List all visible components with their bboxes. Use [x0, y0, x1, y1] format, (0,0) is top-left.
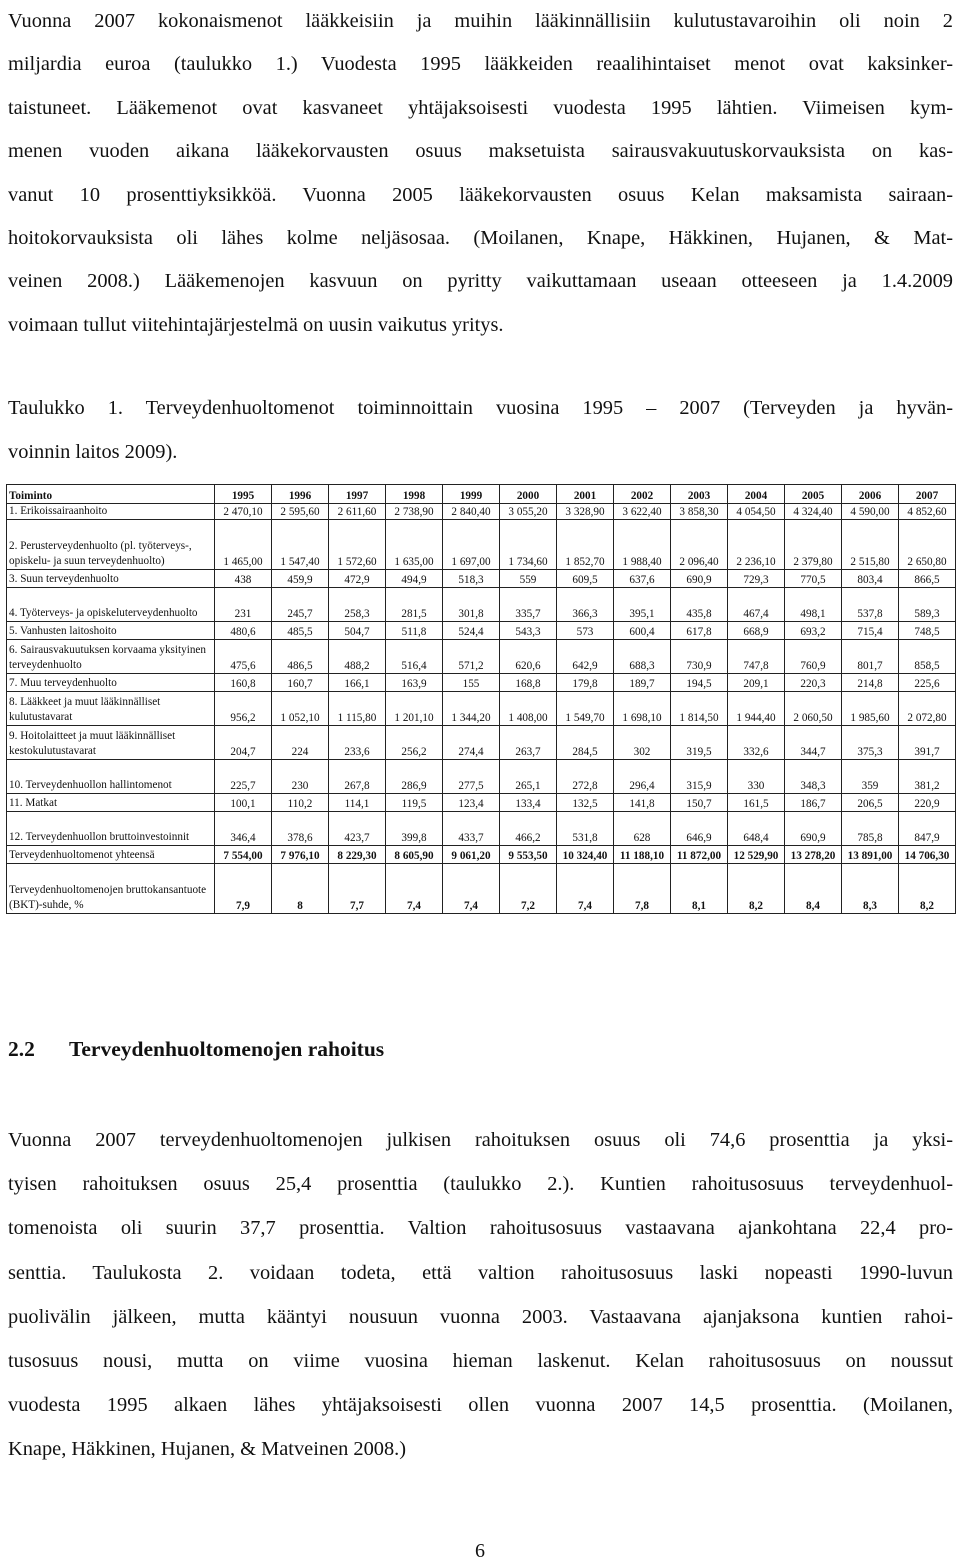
table-cell: 335,7: [500, 588, 557, 622]
table-cell: 230: [272, 760, 329, 794]
table-row: [7, 504, 956, 520]
table-cell: 438: [215, 570, 272, 588]
table-cell: 1 052,10: [272, 692, 329, 726]
text-line: vanut 10 prosenttiyksikköä. Vuonna 2005 lääkekorvausten osuus Kelan maksamista sairaan-: [8, 183, 953, 206]
header-cell: 2000: [500, 485, 557, 504]
text-line: miljardia euroa (taulukko 1.) Vuodesta 1995 lääkkeiden reaalihintaiset menot ovat kaksinker-: [8, 53, 953, 76]
table-cell: 281,5: [386, 588, 443, 622]
text-line: tomenoista oli suurin 37,7 prosenttia. Valtion rahoitusosuus vastaavana ajankohtana 22,4 pro-: [8, 1217, 953, 1240]
table-cell: 1 572,60: [329, 520, 386, 570]
table-cell: 524,4: [443, 622, 500, 640]
table-cell: 4 590,00: [842, 504, 899, 520]
intro-paragraph: [8, 0, 953, 347]
table-cell: 315,9: [671, 760, 728, 794]
table-cell: 366,3: [557, 588, 614, 622]
header-cell: 1999: [443, 485, 500, 504]
table-cell: 1 547,40: [272, 520, 329, 570]
table-cell: 133,4: [500, 794, 557, 812]
table-cell: 866,5: [899, 570, 956, 588]
table-cell: 472,9: [329, 570, 386, 588]
table-cell: 346,4: [215, 812, 272, 846]
table-cell: 690,9: [785, 812, 842, 846]
table-cell: 258,3: [329, 588, 386, 622]
table-cell: 617,8: [671, 622, 728, 640]
table-cell: 272,8: [557, 760, 614, 794]
table-cell: 4 852,60: [899, 504, 956, 520]
table-cell: 209,1: [728, 674, 785, 692]
table-cell: 204,7: [215, 726, 272, 760]
text-line: menen vuoden aikana lääkekorvausten osuus maksetuista sairausvakuutuskorvauksista on kas-: [8, 140, 953, 163]
row-label: 9. Hoitolaitteet ja muut lääkinnälliset kestokulutustavarat: [7, 726, 215, 760]
table-cell: 132,5: [557, 794, 614, 812]
table-cell: 1 697,00: [443, 520, 500, 570]
table-cell: 648,4: [728, 812, 785, 846]
table-cell: 194,5: [671, 674, 728, 692]
table-cell: 730,9: [671, 640, 728, 674]
caption-line: Taulukko 1. Terveydenhuoltomenot toiminnoittain vuosina 1995 – 2007 (Terveyden ja hyvän-: [8, 397, 953, 419]
table-caption: [8, 387, 953, 474]
text-line: Knape, Häkkinen, Hujanen, & Matveinen 2008.): [8, 1438, 407, 1461]
table-cell: 537,8: [842, 588, 899, 622]
table-cell: 435,8: [671, 588, 728, 622]
table-cell: 13 891,00: [842, 846, 899, 864]
row-label: 4. Työterveys- ja opiskeluterveydenhuolto: [7, 588, 215, 622]
table-cell: 168,8: [500, 674, 557, 692]
table-row: [7, 692, 956, 726]
table-cell: 296,4: [614, 760, 671, 794]
table-cell: 2 236,10: [728, 520, 785, 570]
table-cell: 770,5: [785, 570, 842, 588]
table-cell: 277,5: [443, 760, 500, 794]
table-cell: 1 408,00: [500, 692, 557, 726]
table-cell: 1 549,70: [557, 692, 614, 726]
table-cell: 803,4: [842, 570, 899, 588]
caption-line: voinnin laitos 2009).: [8, 440, 178, 463]
table-cell: 480,6: [215, 622, 272, 640]
table-cell: 381,2: [899, 760, 956, 794]
text-line: hoitokorvauksista oli lähes kolme neljäsosaa. (Moilanen, Knape, Häkkinen, Hujanen, & Mat-: [8, 227, 953, 250]
table-cell: 466,2: [500, 812, 557, 846]
table-cell: 301,8: [443, 588, 500, 622]
table-cell: 161,5: [728, 794, 785, 812]
table-cell: 150,7: [671, 794, 728, 812]
table-cell: 847,9: [899, 812, 956, 846]
table-row: [7, 674, 956, 692]
table-cell: 1 635,00: [386, 520, 443, 570]
header-cell: Toiminto: [7, 485, 215, 504]
header-cell: 1998: [386, 485, 443, 504]
row-label: 11. Matkat: [7, 794, 215, 812]
table-cell: 858,5: [899, 640, 956, 674]
text-line: veinen 2008.) Lääkemenojen kasvuun on pyritty vaikuttamaan useaan otteeseen ja 1.4.2009: [8, 270, 953, 293]
table-cell: 688,3: [614, 640, 671, 674]
table-cell: 760,9: [785, 640, 842, 674]
table-cell: 729,3: [728, 570, 785, 588]
table-cell: 231: [215, 588, 272, 622]
table-cell: 475,6: [215, 640, 272, 674]
header-cell: 2004: [728, 485, 785, 504]
table-cell: 7,8: [614, 864, 671, 914]
table-cell: 2 611,60: [329, 504, 386, 520]
table-cell: 10 324,40: [557, 846, 614, 864]
header-cell: 2006: [842, 485, 899, 504]
table-cell: 13 278,20: [785, 846, 842, 864]
table-row: [7, 622, 956, 640]
table-cell: 1 201,10: [386, 692, 443, 726]
table-cell: 747,8: [728, 640, 785, 674]
table-cell: 214,8: [842, 674, 899, 692]
table-row: [7, 864, 956, 914]
section-title: Terveydenhuoltomenojen rahoitus: [69, 1037, 385, 1061]
table-cell: 1 734,60: [500, 520, 557, 570]
table-cell: 486,5: [272, 640, 329, 674]
table-cell: 265,1: [500, 760, 557, 794]
text-line: Vuonna 2007 kokonaismenot lääkkeisiin ja muihin lääkinnällisiin kulutustavaroihin oli noin 2: [8, 10, 953, 32]
table-cell: 2 840,40: [443, 504, 500, 520]
table-cell: 8: [272, 864, 329, 914]
table-cell: 2 470,10: [215, 504, 272, 520]
table-cell: 2 060,50: [785, 692, 842, 726]
table-cell: 1 344,20: [443, 692, 500, 726]
table-cell: 646,9: [671, 812, 728, 846]
table-cell: 256,2: [386, 726, 443, 760]
table-cell: 433,7: [443, 812, 500, 846]
section-heading: [8, 1037, 384, 1062]
table-cell: 511,8: [386, 622, 443, 640]
header-cell: 2003: [671, 485, 728, 504]
row-label: Terveydenhuoltomenot yhteensä: [7, 846, 215, 864]
table-cell: 693,2: [785, 622, 842, 640]
table-header-row: [7, 485, 956, 504]
table-cell: 785,8: [842, 812, 899, 846]
table-cell: 395,1: [614, 588, 671, 622]
row-label: 5. Vanhusten laitoshoito: [7, 622, 215, 640]
row-label: 10. Terveydenhuollon hallintomenot: [7, 760, 215, 794]
table-cell: 518,3: [443, 570, 500, 588]
table-cell: 504,7: [329, 622, 386, 640]
header-cell: 2005: [785, 485, 842, 504]
table-cell: 114,1: [329, 794, 386, 812]
table-cell: 2 379,80: [785, 520, 842, 570]
table-cell: 609,5: [557, 570, 614, 588]
text-line: voimaan tullut viitehintajärjestelmä on uusin vaikutus yritys.: [8, 313, 504, 336]
table-cell: 1 814,50: [671, 692, 728, 726]
text-line: senttia. Taulukosta 2. voidaan todeta, että valtion rahoitusosuus laski nopeasti 1990-luvun: [8, 1261, 953, 1284]
table-cell: 378,6: [272, 812, 329, 846]
table-cell: 571,2: [443, 640, 500, 674]
table-cell: 1 988,40: [614, 520, 671, 570]
text-line: vuodesta 1995 alkaen lähes yhtäjaksoisesti ollen vuonna 2007 14,5 prosenttia. (Moilanen,: [8, 1394, 953, 1417]
table-cell: 637,6: [614, 570, 671, 588]
table-cell: 110,2: [272, 794, 329, 812]
table-cell: 8 605,90: [386, 846, 443, 864]
table-cell: 225,7: [215, 760, 272, 794]
table-cell: 2 096,40: [671, 520, 728, 570]
table-cell: 12 529,90: [728, 846, 785, 864]
table-cell: 715,4: [842, 622, 899, 640]
table-cell: 543,3: [500, 622, 557, 640]
table-cell: 467,4: [728, 588, 785, 622]
table-row: [7, 640, 956, 674]
table-cell: 7 976,10: [272, 846, 329, 864]
table-cell: 1 115,80: [329, 692, 386, 726]
table-cell: 274,4: [443, 726, 500, 760]
table-cell: 286,9: [386, 760, 443, 794]
table-cell: 459,9: [272, 570, 329, 588]
table-cell: 7,2: [500, 864, 557, 914]
table-row: [7, 794, 956, 812]
table-cell: 220,9: [899, 794, 956, 812]
table-cell: 391,7: [899, 726, 956, 760]
table-cell: 8 229,30: [329, 846, 386, 864]
table-cell: 2 650,80: [899, 520, 956, 570]
table-cell: 160,8: [215, 674, 272, 692]
table-row: [7, 846, 956, 864]
table-cell: 160,7: [272, 674, 329, 692]
table-cell: 348,3: [785, 760, 842, 794]
table-cell: 11 872,00: [671, 846, 728, 864]
header-cell: 2001: [557, 485, 614, 504]
text-line: Vuonna 2007 terveydenhuoltomenojen julkisen rahoituksen osuus oli 74,6 prosenttia ja yksi-: [8, 1129, 953, 1151]
table-cell: 225,6: [899, 674, 956, 692]
table-cell: 14 706,30: [899, 846, 956, 864]
table-cell: 516,4: [386, 640, 443, 674]
table-cell: 7,9: [215, 864, 272, 914]
table-cell: 620,6: [500, 640, 557, 674]
table-cell: 166,1: [329, 674, 386, 692]
table-cell: 284,5: [557, 726, 614, 760]
table-cell: 206,5: [842, 794, 899, 812]
table-cell: 3 622,40: [614, 504, 671, 520]
table-cell: 9 061,20: [443, 846, 500, 864]
table-cell: 7,4: [386, 864, 443, 914]
table-cell: 801,7: [842, 640, 899, 674]
table-cell: 263,7: [500, 726, 557, 760]
table-cell: 956,2: [215, 692, 272, 726]
text-line: tyisen rahoituksen osuus 25,4 prosenttia (taulukko 2.). Kuntien rahoitusosuus terveydenhuol-: [8, 1173, 953, 1196]
row-label: 3. Suun terveydenhuolto: [7, 570, 215, 588]
table-cell: 7,7: [329, 864, 386, 914]
table-row: [7, 726, 956, 760]
header-cell: 2007: [899, 485, 956, 504]
table-cell: 559: [500, 570, 557, 588]
table-cell: 267,8: [329, 760, 386, 794]
row-label: 6. Sairausvakuutuksen korvaama yksityinen terveydenhuolto: [7, 640, 215, 674]
text-line: taistuneet. Lääkemenot ovat kasvaneet yhtäjaksoisesti vuodesta 1995 lähtien. Viimeisen kym-: [8, 96, 953, 119]
table-cell: 531,8: [557, 812, 614, 846]
table-cell: 332,6: [728, 726, 785, 760]
table-cell: 123,4: [443, 794, 500, 812]
table-cell: 399,8: [386, 812, 443, 846]
table-cell: 2 072,80: [899, 692, 956, 726]
table-cell: 7,4: [557, 864, 614, 914]
table-cell: 189,7: [614, 674, 671, 692]
table-cell: 11 188,10: [614, 846, 671, 864]
table-cell: 359: [842, 760, 899, 794]
table-cell: 8,4: [785, 864, 842, 914]
row-label: 2. Perusterveydenhuolto (pl. työterveys-, opiskelu- ja suun terveydenhuolto): [7, 520, 215, 570]
table-cell: 8,3: [842, 864, 899, 914]
header-cell: 1997: [329, 485, 386, 504]
row-label: Terveydenhuoltomenojen bruttokansantuote (BKT)-suhde, %: [7, 864, 215, 914]
table-cell: 1 698,10: [614, 692, 671, 726]
table-cell: 330: [728, 760, 785, 794]
table-cell: 8,2: [899, 864, 956, 914]
table-cell: 488,2: [329, 640, 386, 674]
expenditure-table: [6, 484, 956, 914]
table-cell: 100,1: [215, 794, 272, 812]
table-cell: 344,7: [785, 726, 842, 760]
table-cell: 2 595,60: [272, 504, 329, 520]
row-label: 8. Lääkkeet ja muut lääkinnälliset kulutustavarat: [7, 692, 215, 726]
table-cell: 141,8: [614, 794, 671, 812]
row-label: 7. Muu terveydenhuolto: [7, 674, 215, 692]
table-cell: 3 328,90: [557, 504, 614, 520]
table-row: [7, 588, 956, 622]
table-cell: 600,4: [614, 622, 671, 640]
table-cell: 4 324,40: [785, 504, 842, 520]
table-cell: 119,5: [386, 794, 443, 812]
table-cell: 628: [614, 812, 671, 846]
table-cell: 690,9: [671, 570, 728, 588]
table-cell: 3 055,20: [500, 504, 557, 520]
table-cell: 9 553,50: [500, 846, 557, 864]
table-cell: 163,9: [386, 674, 443, 692]
table-cell: 7,4: [443, 864, 500, 914]
header-cell: 1995: [215, 485, 272, 504]
table-cell: 423,7: [329, 812, 386, 846]
table-cell: 748,5: [899, 622, 956, 640]
table-cell: 2 738,90: [386, 504, 443, 520]
table-cell: 642,9: [557, 640, 614, 674]
text-line: tusosuus nousi, mutta on viime vuosina hieman laskenut. Kelan rahoitusosuus on noussut: [8, 1350, 953, 1373]
table-cell: 245,7: [272, 588, 329, 622]
body-paragraph: [8, 1118, 953, 1472]
table-cell: 485,5: [272, 622, 329, 640]
table-cell: 375,3: [842, 726, 899, 760]
table-cell: 3 858,30: [671, 504, 728, 520]
header-cell: 1996: [272, 485, 329, 504]
section-number: 2.2: [8, 1037, 35, 1061]
table-cell: 224: [272, 726, 329, 760]
table-cell: 8,2: [728, 864, 785, 914]
table-cell: 4 054,50: [728, 504, 785, 520]
table-body: [7, 504, 956, 914]
table-cell: 1 985,60: [842, 692, 899, 726]
table-cell: 7 554,00: [215, 846, 272, 864]
table-cell: 186,7: [785, 794, 842, 812]
row-label: 12. Terveydenhuollon bruttoinvestoinnit: [7, 812, 215, 846]
table-cell: 179,8: [557, 674, 614, 692]
table-row: [7, 760, 956, 794]
table-cell: 302: [614, 726, 671, 760]
table-cell: 589,3: [899, 588, 956, 622]
table-row: [7, 520, 956, 570]
table-cell: 233,6: [329, 726, 386, 760]
table-row: [7, 812, 956, 846]
table-cell: 8,1: [671, 864, 728, 914]
table-cell: 2 515,80: [842, 520, 899, 570]
table-cell: 1 944,40: [728, 692, 785, 726]
table-cell: 220,3: [785, 674, 842, 692]
header-cell: 2002: [614, 485, 671, 504]
table-cell: 668,9: [728, 622, 785, 640]
table-cell: 1 465,00: [215, 520, 272, 570]
table-cell: 319,5: [671, 726, 728, 760]
page-number: 6: [475, 1540, 485, 1562]
table-cell: 494,9: [386, 570, 443, 588]
row-label: 1. Erikoissairaanhoito: [7, 504, 215, 520]
table-cell: 1 852,70: [557, 520, 614, 570]
table-cell: 155: [443, 674, 500, 692]
table-row: [7, 570, 956, 588]
text-line: puolivälin jälkeen, mutta kääntyi nousuun vuonna 2003. Vastaavana ajanjaksona kuntien rahoi-: [8, 1305, 953, 1328]
table-cell: 573: [557, 622, 614, 640]
table-cell: 498,1: [785, 588, 842, 622]
